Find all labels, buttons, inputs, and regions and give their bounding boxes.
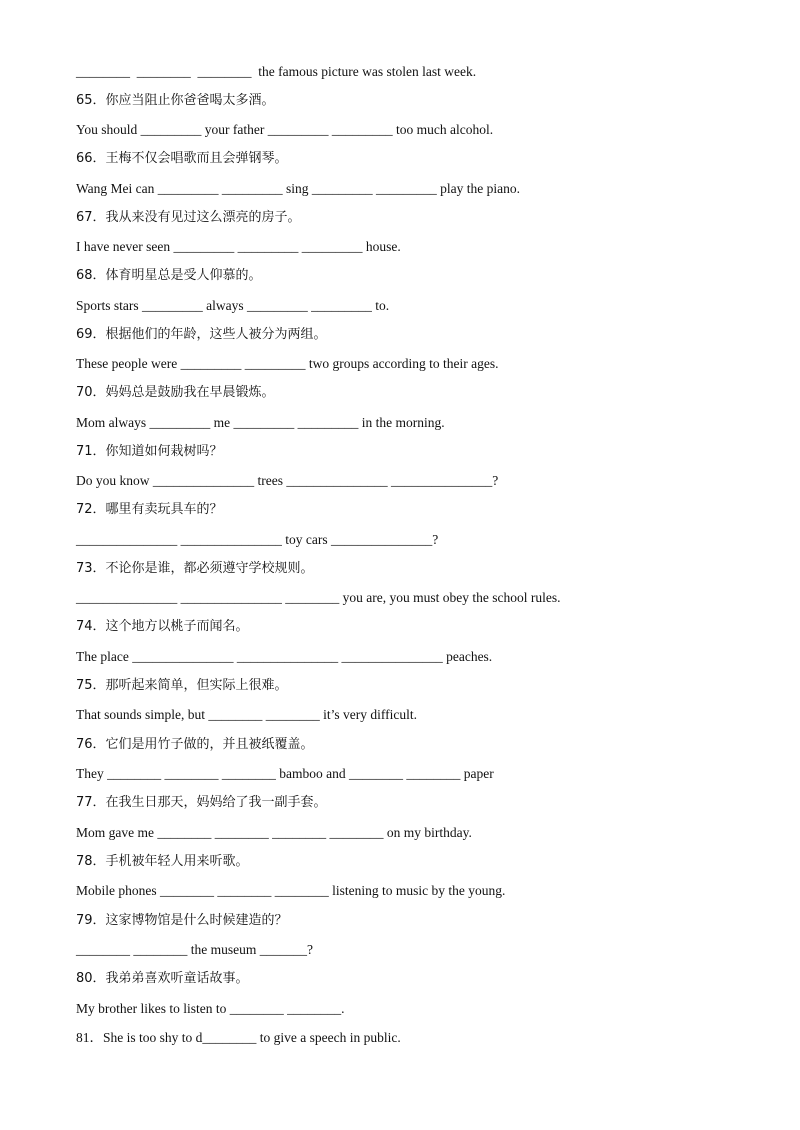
q75-answer-line: That sounds simple, but ________ ________ it’s very difficult.: [76, 707, 417, 722]
q71-prompt: 71．你知道如何栽树吗？: [76, 444, 223, 459]
q77-prompt: 77．在我生日那天，妈妈给了我一副手套。: [76, 795, 327, 810]
q68-prompt: 68．体育明星总是受人仰慕的。: [76, 268, 262, 283]
q66-prompt: 66．王梅不仅会唱歌而且会弹钢琴。: [76, 151, 288, 166]
q66-answer-line: Wang Mei can _________ _________ sing _________ _________ play the piano.: [76, 181, 520, 196]
q64-answer-line: ________ ________ ________ the famous picture was stolen last week.: [76, 64, 477, 79]
q72-prompt: 72．哪里有卖玩具车的？: [76, 502, 223, 517]
q72-answer-line: _______________ _______________ toy cars _______________?: [76, 532, 439, 547]
q69-answer-line: These people were _________ _________ two groups according to their ages.: [76, 356, 499, 371]
q76-prompt: 76．它们是用竹子做的，并且被纸覆盖。: [76, 737, 314, 752]
q79-answer-line: ________ ________ the museum _______?: [76, 942, 313, 957]
q65-prompt: 65．你应当阻止你爸爸喝太多酒。: [76, 93, 275, 108]
q67-prompt: 67．我从来没有见过这么漂亮的房子。: [76, 210, 301, 225]
q76-answer-line: They ________ ________ ________ bamboo and ________ ________ paper: [76, 766, 494, 781]
q73-prompt: 73．不论你是谁，都必须遵守学校规则。: [76, 561, 314, 576]
q70-answer-line: Mom always _________ me _________ _________ in the morning.: [76, 415, 445, 430]
q68-answer-line: Sports stars _________ always _________ _________ to.: [76, 298, 390, 313]
q78-answer-line: Mobile phones ________ ________ ________ listening to music by the young.: [76, 883, 506, 898]
q69-prompt: 69．根据他们的年龄，这些人被分为两组。: [76, 327, 327, 342]
q74-answer-line: The place _______________ _______________ _______________ peaches.: [76, 649, 493, 664]
q73-answer-line: _______________ _______________ ________ you are, you must obey the school rules.: [76, 590, 561, 605]
q79-prompt: 79．这家博物馆是什么时候建造的？: [76, 913, 288, 928]
q65-answer-line: You should _________ your father _________ _________ too much alcohol.: [76, 122, 494, 137]
q81-question: 81．She is too shy to d________ to give a speech in public.: [76, 1030, 401, 1045]
q80-prompt: 80．我弟弟喜欢听童话故事。: [76, 971, 249, 986]
q70-prompt: 70．妈妈总是鼓励我在早晨锻炼。: [76, 385, 275, 400]
q71-answer-line: Do you know _______________ trees _______________ _______________?: [76, 473, 499, 488]
q74-prompt: 74．这个地方以桃子而闻名。: [76, 619, 249, 634]
q80-answer-line: My brother likes to listen to ________ ________.: [76, 1001, 345, 1016]
q67-answer-line: I have never seen _________ _________ _________ house.: [76, 239, 401, 254]
q78-prompt: 78．手机被年轻人用来听歌。: [76, 854, 249, 869]
q75-prompt: 75．那听起来简单，但实际上很难。: [76, 678, 288, 693]
q77-answer-line: Mom gave me ________ ________ ________ ________ on my birthday.: [76, 825, 472, 840]
